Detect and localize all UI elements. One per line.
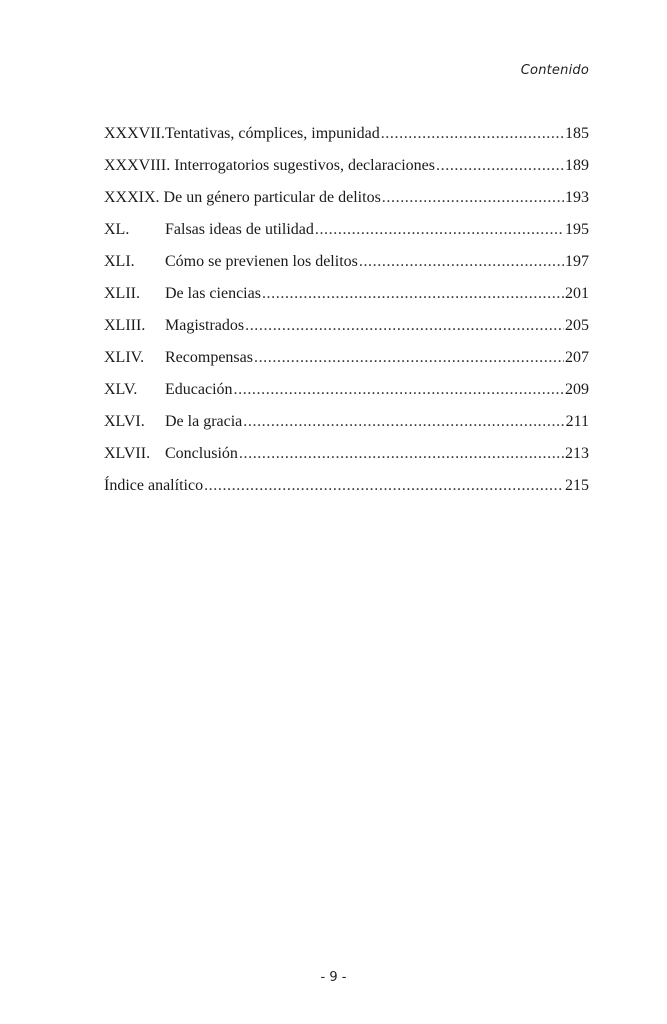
toc-entry-number: XXXVIII. bbox=[104, 157, 171, 174]
toc-entry-number: XLIII. bbox=[104, 317, 146, 334]
toc-entry bbox=[104, 252, 589, 284]
toc-entry bbox=[104, 348, 589, 380]
toc-entry-title: Falsas ideas de utilidad bbox=[165, 221, 314, 238]
toc-entry bbox=[104, 188, 589, 220]
toc-entry-number: XLIV. bbox=[104, 349, 145, 366]
toc-entry-page: 197 bbox=[565, 253, 589, 270]
toc-entry-title: De las ciencias bbox=[165, 285, 261, 302]
toc-entry-page: 207 bbox=[565, 349, 589, 366]
toc-entry-title: De la gracia bbox=[165, 413, 243, 430]
toc-entry-page: 189 bbox=[565, 157, 589, 174]
toc-entry-number: XLV. bbox=[104, 381, 138, 398]
toc-leader-dots bbox=[239, 444, 564, 464]
toc-entry-page: 213 bbox=[565, 445, 589, 462]
toc-entry-number: XL. bbox=[104, 221, 130, 238]
toc-entry-title: Cómo se previenen los delitos bbox=[165, 253, 358, 270]
toc-entry-number: XLII. bbox=[104, 285, 140, 302]
toc-entry bbox=[104, 380, 589, 412]
toc-entry-title: Educación bbox=[165, 381, 233, 398]
toc-entry-page: 209 bbox=[565, 381, 589, 398]
toc-leader-dots bbox=[381, 124, 564, 144]
toc-leader-dots bbox=[382, 188, 564, 208]
toc-entry-page: 193 bbox=[565, 189, 589, 206]
toc-leader-dots bbox=[234, 380, 564, 400]
toc-entry-number: XLI. bbox=[104, 253, 135, 270]
toc-entry-page: 201 bbox=[565, 285, 589, 302]
toc-entry-number: XLVII. bbox=[104, 445, 151, 462]
running-head: Contenido bbox=[520, 63, 589, 78]
toc-leader-dots bbox=[245, 316, 564, 336]
toc-leader-dots bbox=[243, 412, 564, 432]
toc-entry-title: Tentativas, cómplices, impunidad bbox=[164, 125, 380, 142]
toc-entry-page: 195 bbox=[565, 221, 589, 238]
toc-entry-page: 205 bbox=[565, 317, 589, 334]
toc-entry bbox=[104, 220, 589, 252]
toc-entry-title: Índice analítico bbox=[104, 477, 204, 494]
toc-entry-page: 185 bbox=[565, 125, 589, 142]
toc-entry-number: XXXVII. bbox=[104, 125, 165, 142]
toc-entry bbox=[104, 124, 589, 156]
toc-entry bbox=[104, 156, 589, 188]
toc-leader-dots bbox=[315, 220, 564, 240]
toc-entry-title: De un género particular de delitos bbox=[163, 189, 381, 206]
toc-entry bbox=[104, 316, 589, 348]
toc-entry-title: Conclusión bbox=[165, 445, 238, 462]
toc-entry-title: Recompensas bbox=[165, 349, 253, 366]
page-number: - 9 - bbox=[320, 970, 347, 985]
toc-entry bbox=[104, 284, 589, 316]
toc-leader-dots bbox=[204, 476, 564, 496]
table-of-contents bbox=[104, 124, 589, 508]
toc-entry-number: XXXIX. bbox=[104, 189, 160, 206]
toc-entry-title: Interrogatorios sugestivos, declaraciones bbox=[174, 157, 436, 174]
toc-leader-dots bbox=[254, 348, 564, 368]
toc-entry bbox=[104, 444, 589, 476]
toc-leader-dots bbox=[359, 252, 564, 272]
toc-leader-dots bbox=[436, 156, 564, 176]
toc-entry bbox=[104, 412, 589, 444]
toc-entry-index bbox=[104, 476, 589, 508]
toc-entry-title: Magistrados bbox=[165, 317, 245, 334]
toc-leader-dots bbox=[262, 284, 564, 304]
toc-entry-number: XLVI. bbox=[104, 413, 145, 430]
toc-entry-page: 215 bbox=[565, 477, 589, 494]
toc-entry-page: 211 bbox=[565, 413, 589, 430]
